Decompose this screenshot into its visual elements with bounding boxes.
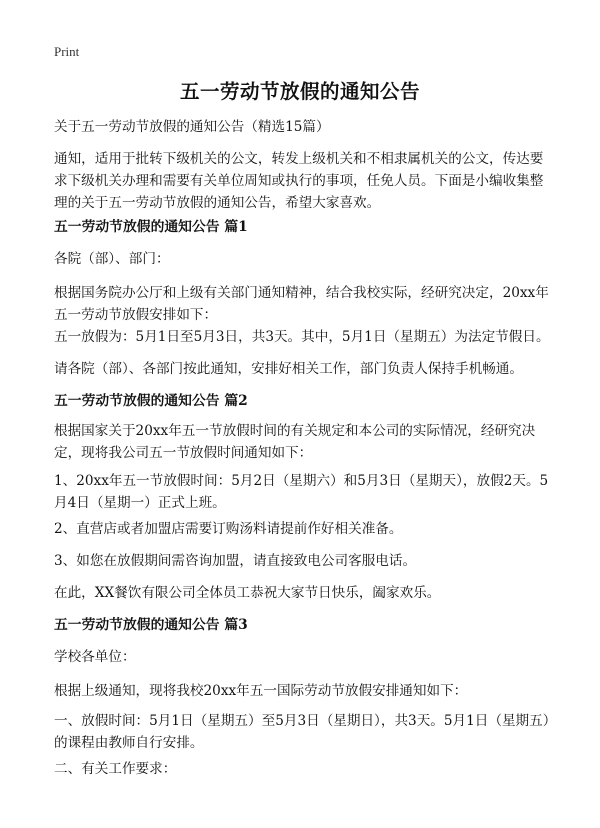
section-3-paragraph: 根据上级通知，现将我校20xx年五一国际劳动节放假安排通知如下： xyxy=(54,683,468,699)
document-subtitle: 关于五一劳动节放假的通知公告（精选15篇） xyxy=(54,119,330,135)
intro-paragraph: 通知，适用于批转下级机关的公文，转发上级机关和不相隶属机关的公文，传达要求下级机关办理和需要有关单位周知或执行的事项，任免人员。下面是小编收集整理的关于五一劳动节放假的通知公告，希望大家喜欢。 xyxy=(54,151,544,211)
section-1-paragraph: 根据国务院办公厅和上级有关部门通知精神，结合我校实际，经研究决定，20xx年五一劳动节放假安排如下： xyxy=(54,285,549,323)
section-heading-2: 五一劳动节放假的通知公告 篇2 xyxy=(54,393,248,409)
page-title: 五一劳动节放假的通知公告 xyxy=(179,80,420,103)
section-1-paragraph: 请各院（部）、各部门按此通知，安排好相关工作，部门负责人保持手机畅通。 xyxy=(54,361,523,377)
section-3-paragraph: 学校各单位： xyxy=(54,649,136,665)
section-heading-1: 五一劳动节放假的通知公告 篇1 xyxy=(54,219,248,235)
section-2-paragraph: 根据国家关于20xx年五一节放假时间的有关规定和本公司的实际情况，经研究决定，现将我公司五一节放假时间通知如下： xyxy=(54,423,536,461)
section-2-paragraph: 1、20xx年五一节放假时间：5月2日（星期六）和5月3日（星期天），放假2天。5月4日（星期一）正式上班。 xyxy=(54,473,549,511)
section-1-paragraph: 各院（部）、部门： xyxy=(54,251,170,267)
section-2-paragraph: 在此，XX餐饮有限公司全体员工恭祝大家节日快乐，阖家欢乐。 xyxy=(54,585,441,601)
section-2-paragraph: 3、如您在放假期间需咨询加盟，请直接致电公司客服电话。 xyxy=(54,553,417,569)
section-heading-3: 五一劳动节放假的通知公告 篇3 xyxy=(54,617,248,633)
print-link[interactable]: Print xyxy=(54,44,80,59)
section-1-paragraph: 五一放假为：5月1日至5月3日，共3天。其中，5月1日（星期五）为法定节假日。 xyxy=(54,329,550,345)
section-2-paragraph: 2、直营店或者加盟店需要订购汤料请提前作好相关准备。 xyxy=(54,521,403,537)
section-3-paragraph: 一、放假时间：5月1日（星期五）至5月3日（星期日），共3天。5月1日（星期五）的课程由教师自行安排。 xyxy=(54,713,550,751)
section-3-paragraph: 二、有关工作要求： xyxy=(54,761,177,777)
